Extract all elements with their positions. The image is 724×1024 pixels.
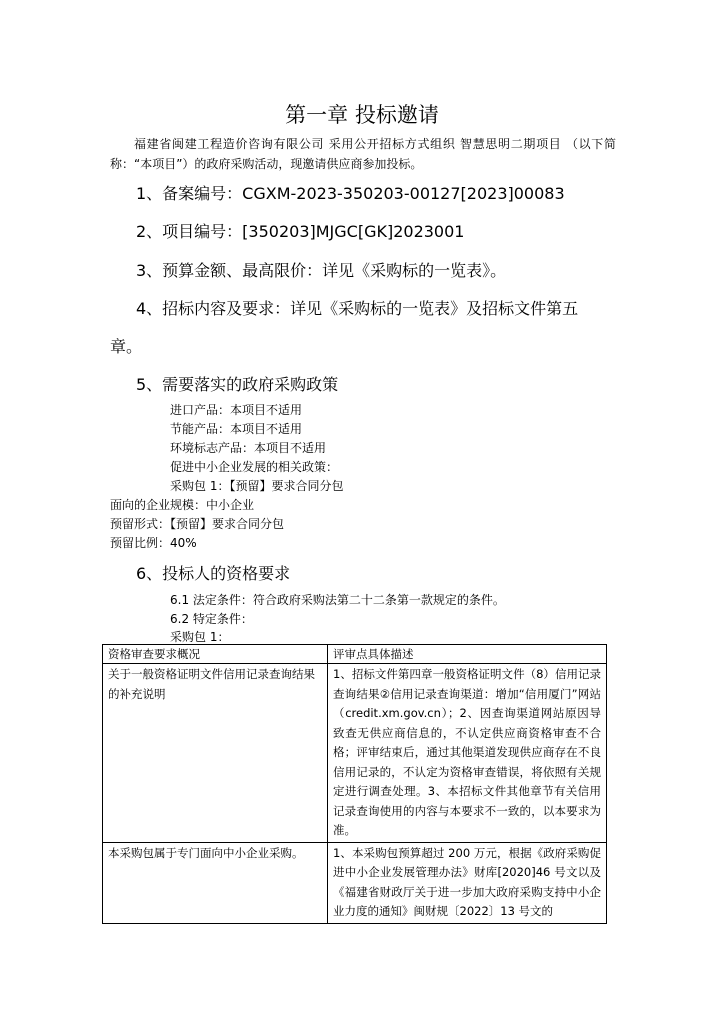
section-policy-heading: 5、需要落实的政府采购政策 bbox=[136, 375, 339, 394]
section-qualification-heading: 6、投标人的资格要求 bbox=[136, 564, 291, 583]
table-header-row bbox=[103, 645, 607, 664]
section-budget: 3、预算金额、最高限价：详见《采购标的一览表》。 bbox=[136, 261, 507, 280]
qualification-table bbox=[102, 644, 607, 924]
table-row bbox=[103, 664, 607, 843]
table-cell-requirement: 关于一般资格证明文件信用记录查询结果的补充说明 bbox=[103, 664, 328, 843]
qualification-legal: 6.1 法定条件：符合政府采购法第二十二条第一款规定的条件。 bbox=[170, 593, 505, 607]
policy-package: 采购包 1：【预留】要求合同分包 bbox=[170, 479, 344, 493]
table-cell-description: 1、本采购包预算超过 200 万元，根据《政府采购促进中小企业发展管理办法》财库[2020]46 号文以及《福建省财政厅关于进一步加大政府采购支持中小企业力度的通知》闽财规〔2022〕13 号文的 bbox=[328, 842, 607, 923]
chapter-title: 第一章 投标邀请 bbox=[285, 103, 439, 127]
section-content-line1: 4、招标内容及要求：详见《采购标的一览表》及招标文件第五 bbox=[136, 299, 579, 318]
policy-energy: 节能产品：本项目不适用 bbox=[170, 422, 303, 436]
policy-form: 预留形式：【预留】要求合同分包 bbox=[110, 517, 285, 531]
table-cell-description: 1、招标文件第四章一般资格证明文件（8）信用记录查询结果②信用记录查询渠道：增加“信用厦门”网站（credit.xm.gov.cn）；2、因查询渠道网站原因导致查无供应商信息的，不认定供应商资格审查不合格；评审结束后，通过其他渠道发现供应商存在不良信用记录的，不认定为资格审查错误，将依照有关规定进行调查处理。3、本招标文件其他章节有关信用记录查询使用的内容与本要求不一致的，以本要求为准。 bbox=[328, 664, 607, 843]
table-header-description: 评审点具体描述 bbox=[328, 645, 607, 664]
table-header-requirement: 资格审查要求概况 bbox=[103, 645, 328, 664]
intro-paragraph: 福建省闽建工程造价咨询有限公司 采用公开招标方式组织 智慧思明二期项目 （以下简称：“本项目”）的政府采购活动，现邀请供应商参加投标。 bbox=[110, 137, 616, 171]
qualification-package: 采购包 1： bbox=[170, 630, 230, 644]
section-project-number: 2、项目编号：[350203]MJGC[GK]2023001 bbox=[136, 222, 465, 241]
qualification-specific: 6.2 特定条件： bbox=[170, 612, 253, 626]
section-content-line2: 章。 bbox=[110, 337, 143, 356]
table-row bbox=[103, 842, 607, 923]
policy-environment: 环境标志产品：本项目不适用 bbox=[170, 441, 327, 455]
policy-sme: 促进中小企业发展的相关政策： bbox=[170, 460, 339, 474]
policy-import: 进口产品：本项目不适用 bbox=[170, 403, 303, 417]
section-record-number: 1、备案编号：CGXM-2023-350203-00127[2023]00083 bbox=[136, 184, 565, 203]
policy-scale: 面向的企业规模：中小企业 bbox=[110, 498, 255, 512]
table-cell-requirement: 本采购包属于专门面向中小企业采购。 bbox=[103, 842, 328, 923]
policy-ratio: 预留比例：40% bbox=[110, 536, 197, 550]
